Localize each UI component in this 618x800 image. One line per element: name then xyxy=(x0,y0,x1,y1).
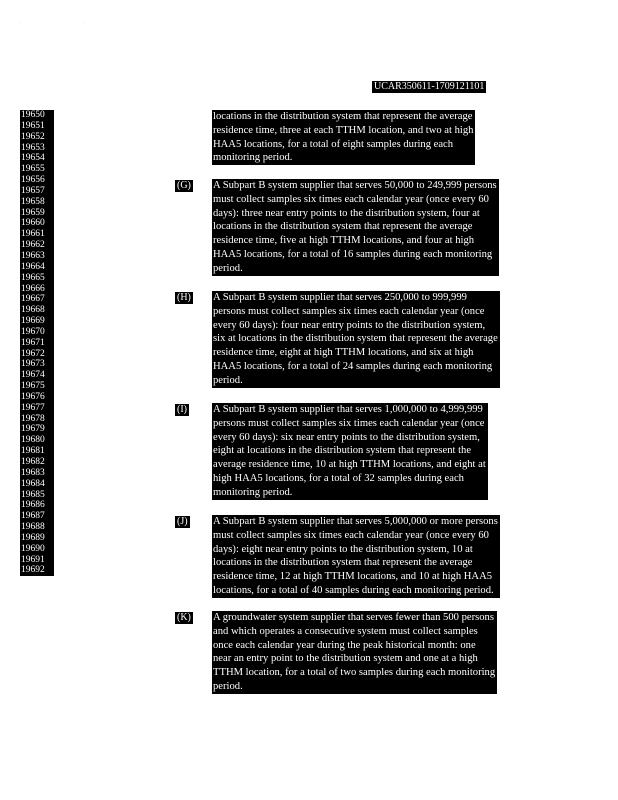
paragraph-line: locations in the distribution system that represent the average xyxy=(213,111,473,122)
paragraph-k xyxy=(212,611,497,694)
paragraph-line: residence time, five at high TTHM locations, and four at high xyxy=(213,235,475,247)
line-number: 19656 xyxy=(21,175,45,186)
line-number: 19663 xyxy=(21,250,45,261)
line-number: 19670 xyxy=(21,326,45,337)
line-number: 19666 xyxy=(21,283,45,294)
paragraph-line: every 60 days): four near entry points to the distribution system, xyxy=(213,319,486,331)
paragraph-line: six at locations in the distribution system that represent the average xyxy=(213,333,498,345)
line-number: 19683 xyxy=(21,467,45,478)
paragraph-i xyxy=(212,403,488,500)
line-number: 19689 xyxy=(21,532,45,543)
line-number: 19676 xyxy=(21,391,45,402)
scan-specks: · · xyxy=(20,20,116,26)
paragraph-line: persons must collect samples six times each calendar year (once xyxy=(213,417,485,429)
paragraph-line: period. xyxy=(213,374,243,386)
line-number: 19655 xyxy=(21,164,45,175)
paragraph-line: locations, for a total of 40 samples during each monitoring period. xyxy=(213,584,494,596)
paragraph-line: TTHM location, for a total of two samples during each monitoring xyxy=(213,667,496,679)
paragraph-continuation xyxy=(212,110,475,165)
paragraph-line: days): eight near entry points to the distribution system, 10 at xyxy=(213,543,473,555)
paragraph-line: locations in the distribution system that represent the average xyxy=(213,557,473,569)
line-number: 19651 xyxy=(21,120,45,131)
line-number: 19667 xyxy=(21,294,45,305)
paragraph-marker-i: (I) xyxy=(177,404,187,415)
line-number: 19685 xyxy=(21,489,45,500)
paragraph-line: HAA5 locations, for a total of 24 samples during each monitoring xyxy=(213,360,493,372)
paragraph-j xyxy=(212,515,500,598)
line-number: 19688 xyxy=(21,522,45,533)
line-number: 19684 xyxy=(21,478,45,489)
paragraph-line: HAA5 locations, for a total of eight samples during each xyxy=(213,138,454,150)
paragraph-line: period. xyxy=(213,680,243,692)
line-number: 19661 xyxy=(21,229,45,240)
line-number: 19658 xyxy=(21,196,45,207)
line-number: 19679 xyxy=(21,424,45,435)
paragraph-line: days): three near entry points to the distribution system, four at xyxy=(213,207,480,219)
paragraph-g xyxy=(212,179,499,276)
line-number: 19673 xyxy=(21,359,45,370)
line-number: 19678 xyxy=(21,413,45,424)
paragraph-line: residence time, eight at high TTHM locations, and six at high xyxy=(213,347,474,359)
paragraph-line: monitoring period. xyxy=(213,486,293,498)
paragraph-marker-k: (K) xyxy=(177,612,191,623)
paragraph-line: A Subpart B system supplier that serves 250,000 to 999,999 xyxy=(213,292,467,303)
line-number: 19653 xyxy=(21,142,45,153)
line-number: 19672 xyxy=(21,348,45,359)
line-number: 19660 xyxy=(21,218,45,229)
paragraph-line: period. xyxy=(213,262,243,274)
line-number: 19691 xyxy=(21,554,45,565)
paragraph-line: must collect samples six times each calendar year (once every 60 xyxy=(213,529,489,541)
paragraph-line: monitoring period. xyxy=(213,152,293,164)
paragraph-marker-j: (J) xyxy=(177,516,188,527)
line-number: 19657 xyxy=(21,185,45,196)
paragraph-line: eight at locations in the distribution system that represent the xyxy=(213,445,472,457)
line-number: 19675 xyxy=(21,381,45,392)
paragraph-h xyxy=(212,291,500,388)
line-number: 19650 xyxy=(21,110,45,120)
line-number: 19668 xyxy=(21,305,45,316)
paragraph-line: must collect samples six times each calendar year (once every 60 xyxy=(213,193,489,205)
paragraph-line: HAA5 locations, for a total of 16 samples during each monitoring xyxy=(213,248,493,260)
line-number: 19652 xyxy=(21,131,45,142)
paragraph-line: residence time, three at each TTHM location, and two at high xyxy=(213,124,474,136)
line-number: 19664 xyxy=(21,261,45,272)
line-number: 19669 xyxy=(21,316,45,327)
line-number: 19671 xyxy=(21,337,45,348)
paragraph-marker-g: (G) xyxy=(177,180,191,191)
line-number: 19659 xyxy=(21,207,45,218)
paragraph-line: A Subpart B system supplier that serves 1,000,000 to 4,999,999 xyxy=(213,404,483,415)
paragraph-line: near an entry point to the distribution system and one at a high xyxy=(213,653,478,665)
paragraph-line: A Subpart B system supplier that serves 50,000 to 249,999 persons xyxy=(213,180,497,191)
document-id: UCAR350611-1709121101 xyxy=(374,81,485,92)
line-number: 19686 xyxy=(21,500,45,511)
paragraph-line: and which operates a consecutive system must collect samples xyxy=(213,625,478,637)
line-number: 19680 xyxy=(21,435,45,446)
line-number: 19665 xyxy=(21,272,45,283)
line-number: 19654 xyxy=(21,153,45,164)
line-number: 19662 xyxy=(21,240,45,251)
line-number: 19674 xyxy=(21,370,45,381)
paragraph-line: every 60 days): six near entry points to the distribution system, xyxy=(213,431,480,443)
paragraph-line: persons must collect samples six times each calendar year (once xyxy=(213,305,485,317)
line-number: 19692 xyxy=(21,565,45,576)
paragraph-line: A Subpart B system supplier that serves 5,000,000 or more persons xyxy=(213,516,498,527)
paragraph-line: once each calendar year during the peak historical month: one xyxy=(213,639,476,651)
paragraph-line: residence time, 12 at high TTHM locations, and 10 at high HAA5 xyxy=(213,571,493,583)
line-number-column xyxy=(20,110,54,576)
line-number: 19687 xyxy=(21,511,45,522)
paragraph-line: average residence time, 10 at high TTHM locations, and eight at xyxy=(213,459,486,471)
line-number: 19677 xyxy=(21,402,45,413)
paragraph-line: A groundwater system supplier that serves fewer than 500 persons xyxy=(213,612,494,623)
paragraph-line: high HAA5 locations, for a total of 32 samples during each xyxy=(213,472,464,484)
paragraph-marker-h: (H) xyxy=(177,292,191,303)
line-number: 19682 xyxy=(21,457,45,467)
paragraph-line: locations in the distribution system that represent the average xyxy=(213,221,473,233)
line-number: 19690 xyxy=(21,543,45,554)
line-number: 19681 xyxy=(21,446,45,457)
